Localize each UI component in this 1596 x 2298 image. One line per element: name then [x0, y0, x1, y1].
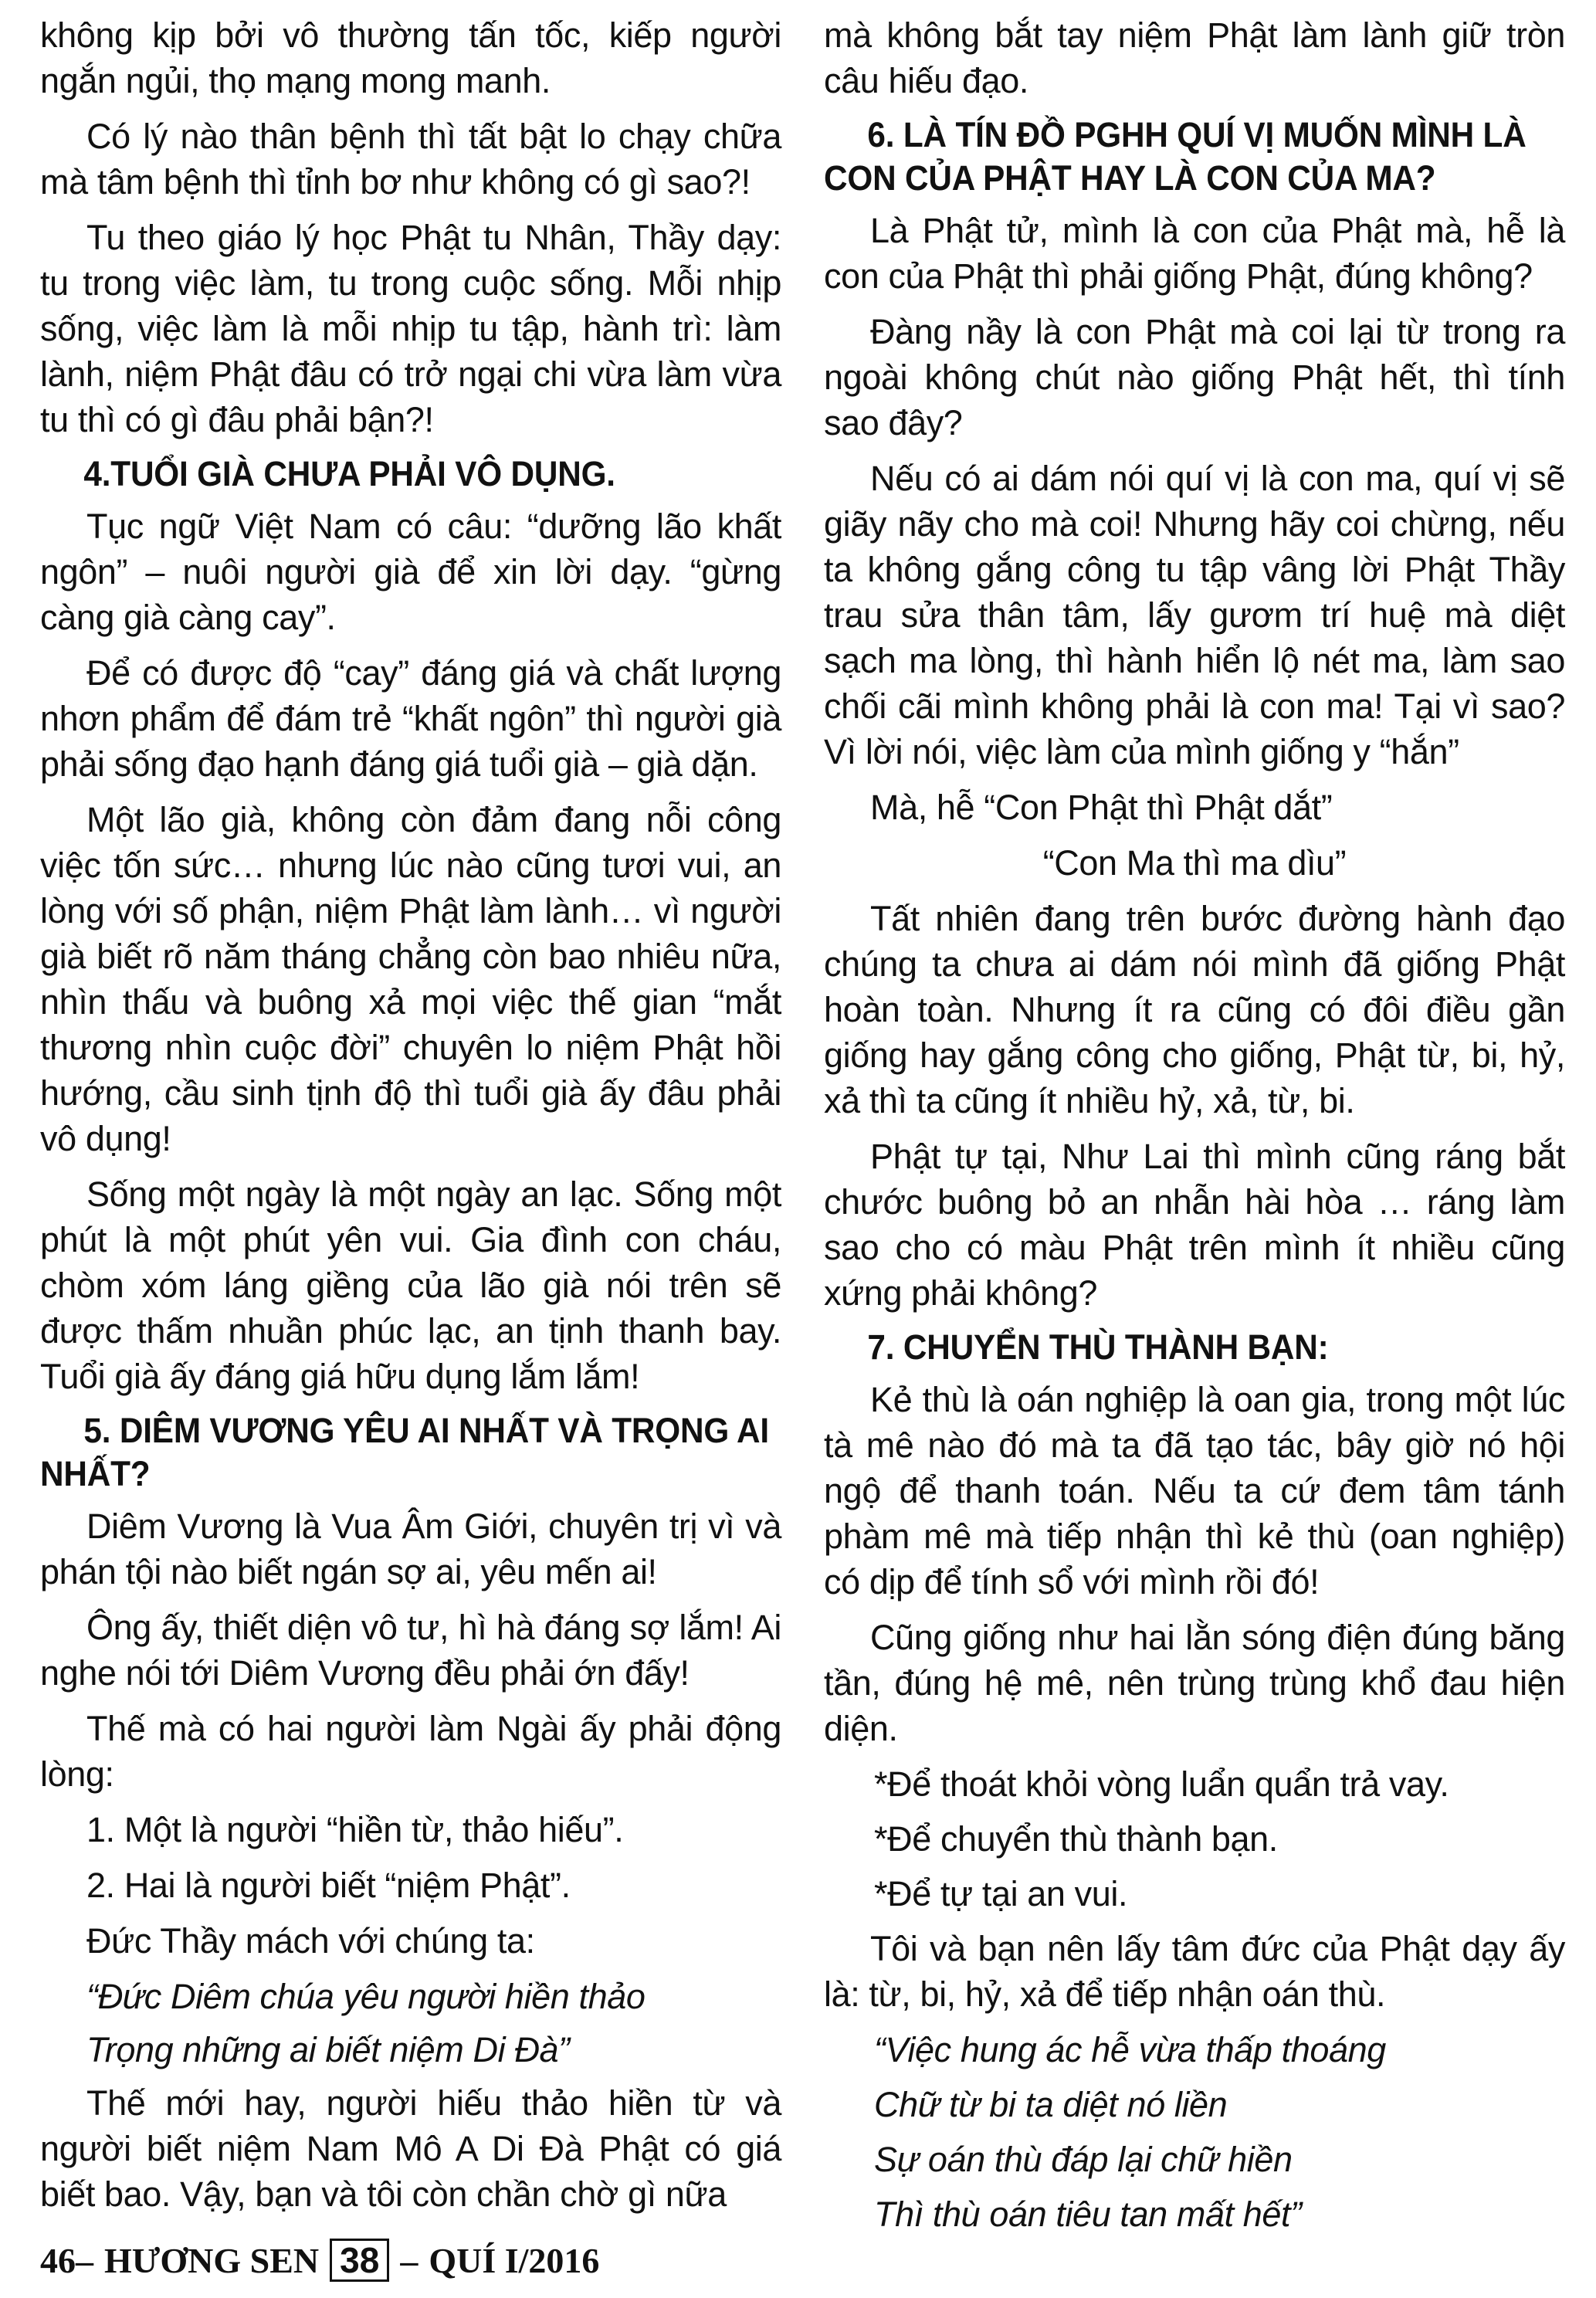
paragraph: Tu theo giáo lý học Phật tu Nhân, Thầy dạy: tu trong việc làm, tu trong cuộc sống. Mỗi nhịp sống, việc làm là mỗi nhịp tu tập, hành trì: làm lành, niệm Phật đâu có trở ngại chi vừa làm vừa tu thì có gì đâu phải bận?!	[40, 218, 781, 439]
paragraph: Tất nhiên đang trên bước đường hành đạo chúng ta chưa ai dám nói mình đã giống Phật hoàn toàn. Nhưng ít ra cũng có đôi điều gần giống hay gắng công cho giống, Phật từ, bi, hỷ, xả thì ta cũng ít nhiều hỷ, xả, từ, bi.	[824, 899, 1565, 1120]
verse-line: “Việc hung ác hễ vừa thấp thoáng	[874, 2030, 1386, 2069]
page-footer	[40, 2236, 599, 2284]
right-column	[824, 12, 1565, 2246]
quote-line: “Con Ma thì ma dìu”	[1042, 843, 1347, 883]
left-column	[40, 12, 781, 2227]
bullet-item: *Để tự tại an vui.	[874, 1874, 1128, 1913]
paragraph: Đàng nầy là con Phật mà coi lại từ trong ra ngoài không chút nào giống Phật hết, thì tính sao đây?	[824, 312, 1565, 442]
paragraph: Ông ấy, thiết diện vô tư, hì hà đáng sợ lắm! Ai nghe nói tới Diêm Vương đều phải ớn đấy!	[40, 1608, 781, 1693]
bullet-item: *Để chuyển thù thành bạn.	[874, 1819, 1278, 1859]
section-heading-7: 7. CHUYỂN THÙ THÀNH BẠN:	[867, 1327, 1329, 1367]
paragraph: Thế mới hay, người hiếu thảo hiền từ và người biết niệm Nam Mô A Di Đà Phật có giá biết bao. Vậy, bạn và tôi còn chần chờ gì nữa	[40, 2083, 781, 2214]
paragraph: Tục ngữ Việt Nam có câu: “dưỡng lão khất ngôn” – nuôi người già để xin lời dạy. “gừng càng già càng cay”.	[40, 507, 781, 637]
paragraph: Để có được độ “cay” đáng giá và chất lượng nhơn phẩm để đám trẻ “khất ngôn” thì người già phải sống đạo hạnh đáng giá tuổi già – già dặn.	[40, 653, 781, 784]
issue-number: 38	[330, 2239, 389, 2282]
section-heading-4: 4.TUỔI GIÀ CHƯA PHẢI VÔ DỤNG.	[83, 454, 615, 493]
paragraph: không kịp bởi vô thường tấn tốc, kiếp người ngắn ngủi, thọ mạng mong manh.	[40, 15, 781, 100]
footer-dash: –	[76, 2240, 93, 2280]
paragraph: Tôi và bạn nên lấy tâm đức của Phật dạy ấy là: từ, bi, hỷ, xả để tiếp nhận oán thù.	[824, 1929, 1565, 2014]
quote-line: Mà, hễ “Con Phật thì Phật dắt”	[870, 788, 1333, 827]
paragraph: Là Phật tử, mình là con của Phật mà, hễ là con của Phật thì phải giống Phật, đúng không?	[824, 211, 1565, 296]
verse-line: Trọng những ai biết niệm Di Đà”	[86, 2030, 570, 2069]
paragraph: Đức Thầy mách với chúng ta:	[86, 1921, 535, 1961]
verse-line: Thì thù oán tiêu tan mất hết”	[874, 2195, 1302, 2234]
paragraph: Cũng giống như hai lằn sóng điện đúng băng tần, đúng hệ mê, nên trùng trùng khổ đau hiện diện.	[824, 1618, 1565, 1748]
issue-period: QUÍ I/2016	[429, 2240, 600, 2280]
paragraph: Nếu có ai dám nói quí vị là con ma, quí vị sẽ giãy nãy cho mà coi! Nhưng hãy coi chừng, nếu ta không gắng công tu tập vâng lời Phật Thầy trau sửa thân tâm, lấy gươm trí huệ mà diệt sạch ma lòng, thì hành hiển lộ nét ma, làm sao chối cãi mình không phải là con ma! Tại vì sao? Vì lời nói, việc làm của mình giống y “hắn”	[824, 459, 1565, 771]
paragraph: Sống một ngày là một ngày an lạc. Sống một phút là một phút yên vui. Gia đình con cháu, chòm xóm láng giềng của lão già nói trên sẽ được thấm nhuần phúc lạc, an tịnh thanh bay. Tuổi già ấy đáng giá hữu dụng lắm lắm!	[40, 1174, 781, 1396]
verse-line: Sự oán thù đáp lại chữ hiền	[874, 2140, 1293, 2179]
paragraph: Kẻ thù là oán nghiệp là oan gia, trong một lúc tà mê nào đó mà ta đã tạo tác, bây giờ nó hội ngộ để thanh toán. Nếu ta cứ đem tâm tánh phàm mê mà tiếp nhận thì kẻ thù (oan nghiệp) có dịp để tính sổ với mình rồi đó!	[824, 1380, 1565, 1601]
list-item: 2. Hai là người biết “niệm Phật”.	[86, 1866, 571, 1905]
section-heading-6: 6. LÀ TÍN ĐỒ PGHH QUÍ VỊ MUỐN MÌNH LÀ CON CỦA PHẬT HAY LÀ CON CỦA MA?	[824, 115, 1527, 198]
paragraph: Có lý nào thân bệnh thì tất bật lo chạy chữa mà tâm bệnh thì tỉnh bơ như không có gì sao?!	[40, 117, 781, 202]
paragraph: Diêm Vương là Vua Âm Giới, chuyên trị vì và phán tội nào biết ngán sợ ai, yêu mến ai!	[40, 1507, 781, 1591]
bullet-item: *Để thoát khỏi vòng luẩn quẩn trả vay.	[874, 1764, 1449, 1804]
verse-line: “Đức Diêm chúa yêu người hiền thảo	[86, 1977, 646, 2016]
magazine-title: HƯƠNG SEN	[104, 2240, 320, 2280]
verse-line: Chữ từ bi ta diệt nó liền	[874, 2085, 1228, 2124]
paragraph: Một lão già, không còn đảm đang nỗi công việc tốn sức… nhưng lúc nào cũng tươi vui, an lòng với số phận, niệm Phật làm lành… vì người già biết rõ năm tháng chẳng còn bao nhiêu nữa, nhìn thấu và buông xả mọi việc thế gian “mắt thương nhìn cuộc đời” chuyên lo niệm Phật hồi hướng, cầu sinh tịnh độ thì tuổi già ấy đâu phải vô dụng!	[40, 800, 781, 1158]
paragraph: Thế mà có hai người làm Ngài ấy phải động lòng:	[40, 1709, 781, 1794]
list-item: 1. Một là người “hiền từ, thảo hiếu”.	[86, 1810, 624, 1849]
section-heading-5: 5. DIÊM VƯƠNG YÊU AI NHẤT VÀ TRỌNG AI NHẤT?	[40, 1411, 769, 1493]
footer-dash: –	[400, 2240, 418, 2280]
paragraph: mà không bắt tay niệm Phật làm lành giữ tròn câu hiếu đạo.	[824, 15, 1565, 100]
paragraph: Phật tự tại, Như Lai thì mình cũng ráng bắt chước buông bỏ an nhẫn hài hòa … ráng làm sao cho có màu Phật trên mình ít nhiều cũng xứng phải không?	[824, 1137, 1565, 1313]
page-number: 46	[40, 2240, 76, 2280]
